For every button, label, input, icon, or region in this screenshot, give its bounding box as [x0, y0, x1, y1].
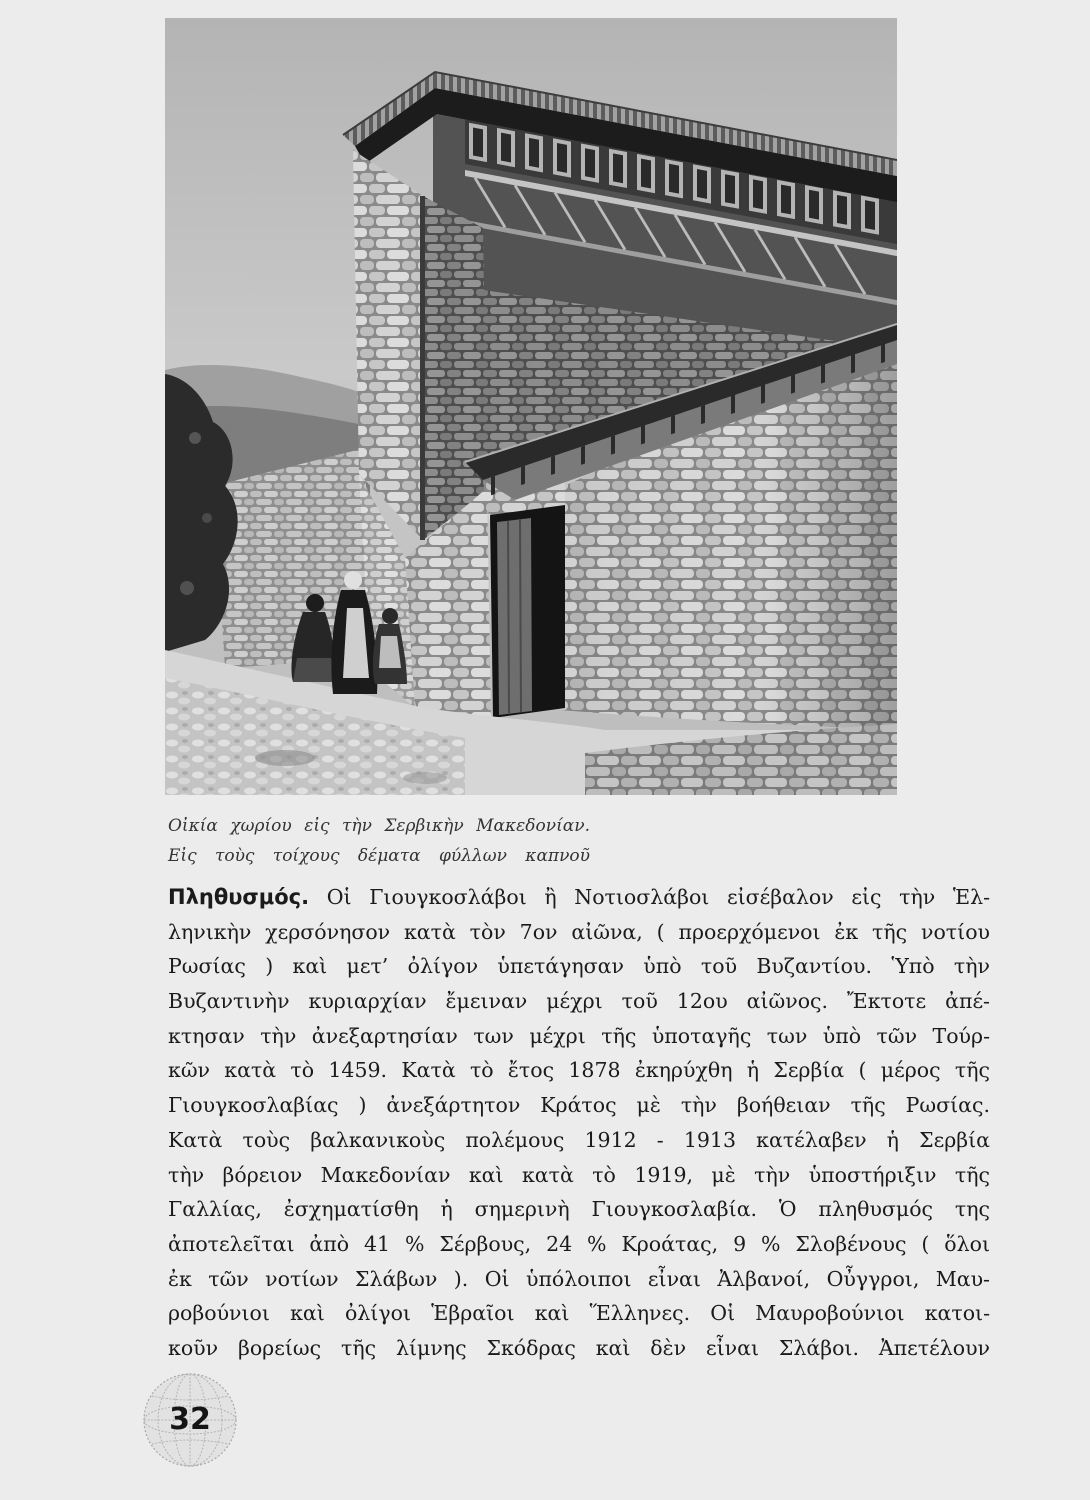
caption-line: Οἰκία χωρίου εἰς τὴν Σερβικὴν Μακεδονίαν. — [168, 816, 590, 836]
body-line — [168, 880, 990, 915]
doorway — [490, 505, 565, 718]
caption-line: Εἰς τοὺς τοίχους δέματα φύλλων καπνοῦ — [168, 846, 590, 866]
body-line: ληνικὴν χερσόνησον κατὰ τὸν 7ον αἰῶνα, ( προερχόμενοι ἐκ τῆς νοτίου — [168, 919, 990, 944]
body-line: Γιουγκοσλαβίας ) ἀνεξάρτητον Κράτος μὲ τὴν βοήθειαν τῆς Ρωσίας. — [168, 1093, 990, 1118]
body-line: κοῦν βορείως τῆς λίμνης Σκόδρας καὶ δὲν εἶναι Σλάβοι. Ἀπετέλουν — [168, 1335, 990, 1360]
body-line: κῶν κατὰ τὸ 1459. Κατὰ τὸ ἔτος 1878 ἐκηρύχθη ἡ Σερβία ( μέρος τῆς — [168, 1058, 990, 1083]
body-line: ἐκ τῶν νοτίων Σλάβων ). Οἱ ὑπόλοιποι εἶναι Ἀλβανοί, Οὖγγροι, Μαυ- — [168, 1266, 990, 1291]
body-line-text: Οἱ Γιουγκοσλάβοι ἢ Νοτιοσλάβοι εἰσέβαλον εἰς τὴν Ἑλ- — [326, 885, 990, 909]
page-number — [140, 1370, 240, 1470]
body-line: Γαλλίας, ἐσχηματίσθη ἡ σημερινὴ Γιουγκοσλαβία. Ὁ πληθυσμός της — [168, 1197, 990, 1222]
photo-caption — [168, 811, 590, 871]
body-line: Βυζαντινὴν κυριαρχίαν ἔμειναν μέχρι τοῦ 12ου αἰῶνος. Ἔκτοτε ἀπέ- — [168, 989, 990, 1014]
body-line: Κατὰ τοὺς βαλκανικοὺς πολέμους 1912 - 1913 κατέλαβεν ἡ Σερβία — [168, 1127, 990, 1152]
body-line: Ρωσίας ) καὶ μετ’ ὀλίγον ὑπετάγησαν ὑπὸ τοῦ Βυζαντίου. Ὑπὸ τὴν — [168, 954, 990, 979]
village-house-photo — [165, 18, 897, 795]
body-text — [168, 880, 990, 1366]
page-number-text: 32 — [169, 1402, 211, 1437]
section-heading: Πληθυσμός. — [168, 885, 310, 909]
body-line: τὴν βόρειον Μακεδονίαν καὶ κατὰ τὸ 1919, μὲ τὴν ὑποστήριξιν τῆς — [168, 1162, 990, 1187]
body-line: ἀποτελεῖται ἀπὸ 41 % Σέρβους, 24 % Κροάτας, 9 % Σλοβένους ( ὅλοι — [168, 1231, 990, 1256]
body-line: κτησαν τὴν ἀνεξαρτησίαν των μέχρι τῆς ὑποταγῆς των ὑπὸ τῶν Τούρ- — [168, 1023, 990, 1048]
body-line: ροβούνιοι καὶ ὀλίγοι Ἑβραῖοι καὶ Ἕλληνες. Οἱ Μαυροβούνιοι κατοι- — [168, 1301, 990, 1326]
